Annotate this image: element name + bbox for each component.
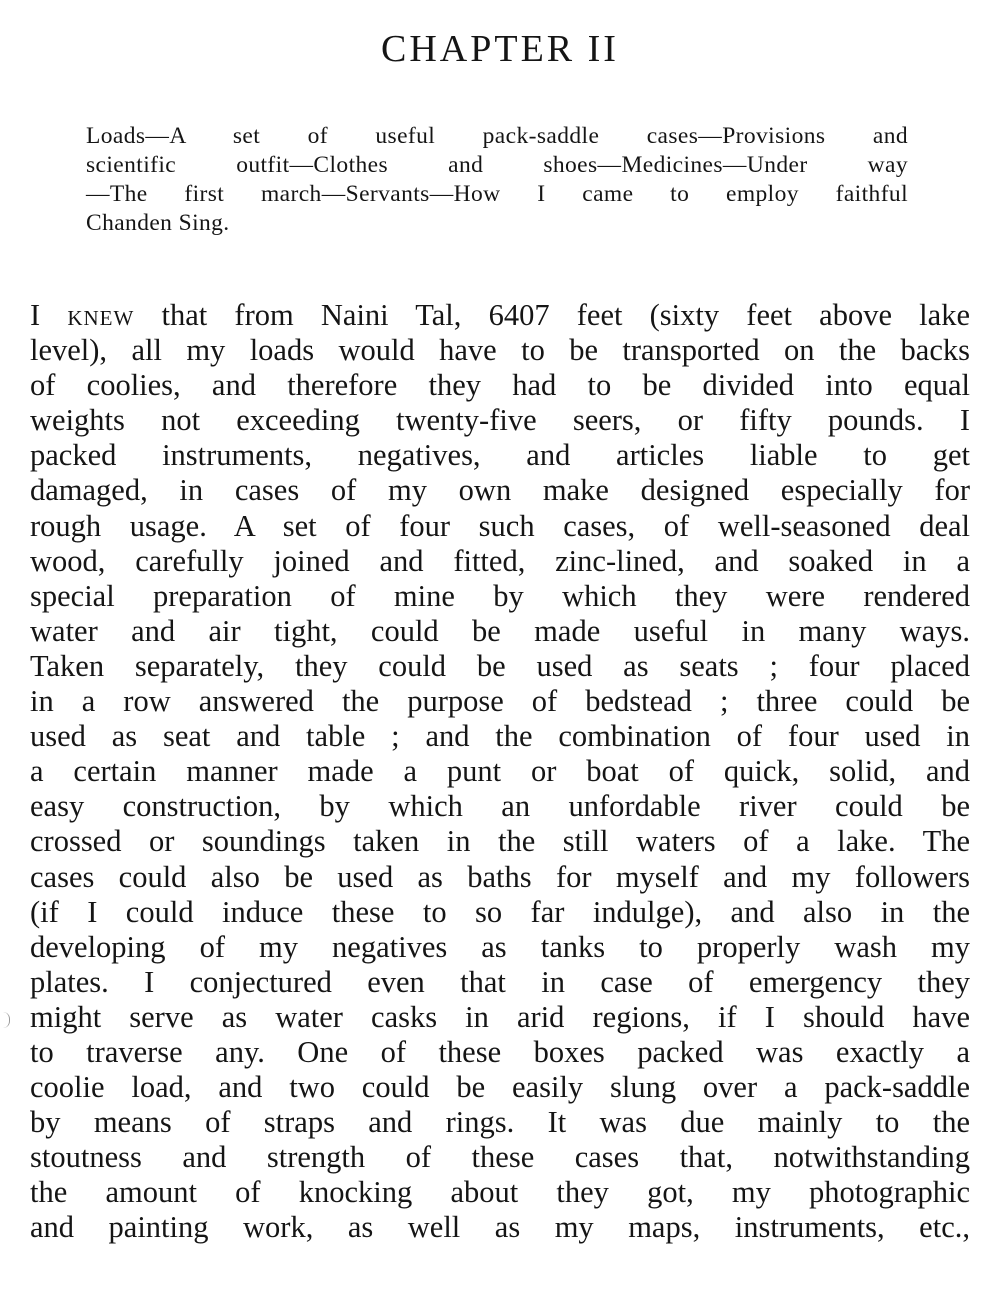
- body-line: packed instruments, negatives, and articles liable to get: [30, 438, 970, 473]
- body-line: and painting work, as well as my maps, instruments, etc.,: [30, 1210, 970, 1245]
- body-line: of coolies, and therefore they had to be divided into equal: [30, 368, 970, 403]
- body-line: Taken separately, they could be used as seats ; four placed: [30, 648, 970, 683]
- summary-line: —The first march—Servants—How I came to employ faithful: [86, 181, 908, 207]
- opening-rest: that from Naini Tal, 6407 feet (sixty feet above lake: [134, 298, 970, 332]
- opening-smallcaps: knew: [67, 298, 135, 332]
- body-line: coolie load, and two could be easily slung over a pack-saddle: [30, 1070, 970, 1105]
- body-line: a certain manner made a punt or boat of quick, solid, and: [30, 754, 970, 789]
- body-line: [30, 298, 970, 333]
- body-line: damaged, in cases of my own make designed especially for: [30, 473, 970, 508]
- body-line: in a row answered the purpose of bedstead ; three could be: [30, 684, 970, 719]
- body-line: level), all my loads would have to be transported on the backs: [30, 333, 970, 368]
- body-line: wood, carefully joined and fitted, zinc-lined, and soaked in a: [30, 543, 970, 578]
- body-line: water and air tight, could be made useful in many ways.: [30, 613, 970, 648]
- body-line: rough usage. A set of four such cases, of well-seasoned deal: [30, 508, 970, 543]
- margin-mark: [3, 1012, 10, 1028]
- chapter-heading: CHAPTER II: [381, 28, 619, 70]
- body-line: by means of straps and rings. It was due mainly to the: [30, 1105, 970, 1140]
- body-line: developing of my negatives as tanks to properly wash my: [30, 929, 970, 964]
- body-line: used as seat and table ; and the combination of four used in: [30, 719, 970, 754]
- chapter-summary: [86, 122, 908, 238]
- summary-line: Loads—A set of useful pack-saddle cases—Provisions and: [86, 123, 908, 149]
- summary-line: Chanden Sing.: [86, 210, 230, 236]
- body-line: to traverse any. One of these boxes packed was exactly a: [30, 1034, 970, 1069]
- body-line: easy construction, by which an unfordable river could be: [30, 789, 970, 824]
- body-line: the amount of knocking about they got, my photographic: [30, 1175, 970, 1210]
- body-line: stoutness and strength of these cases that, notwithstanding: [30, 1140, 970, 1175]
- body-line: special preparation of mine by which they were rendered: [30, 578, 970, 613]
- body-line: plates. I conjectured even that in case of emergency they: [30, 964, 970, 999]
- body-line: cases could also be used as baths for myself and my followers: [30, 859, 970, 894]
- body-line: (if I could induce these to so far indulge), and also in the: [30, 894, 970, 929]
- body-line: might serve as water casks in arid regions, if I should have: [30, 999, 970, 1034]
- body-paragraph: [30, 298, 970, 1246]
- opening-letter: I: [30, 298, 68, 332]
- body-line: weights not exceeding twenty-five seers, or fifty pounds. I: [30, 403, 970, 438]
- summary-line: scientific outfit—Clothes and shoes—Medicines—Under way: [86, 152, 908, 178]
- body-line: crossed or soundings taken in the still waters of a lake. The: [30, 824, 970, 859]
